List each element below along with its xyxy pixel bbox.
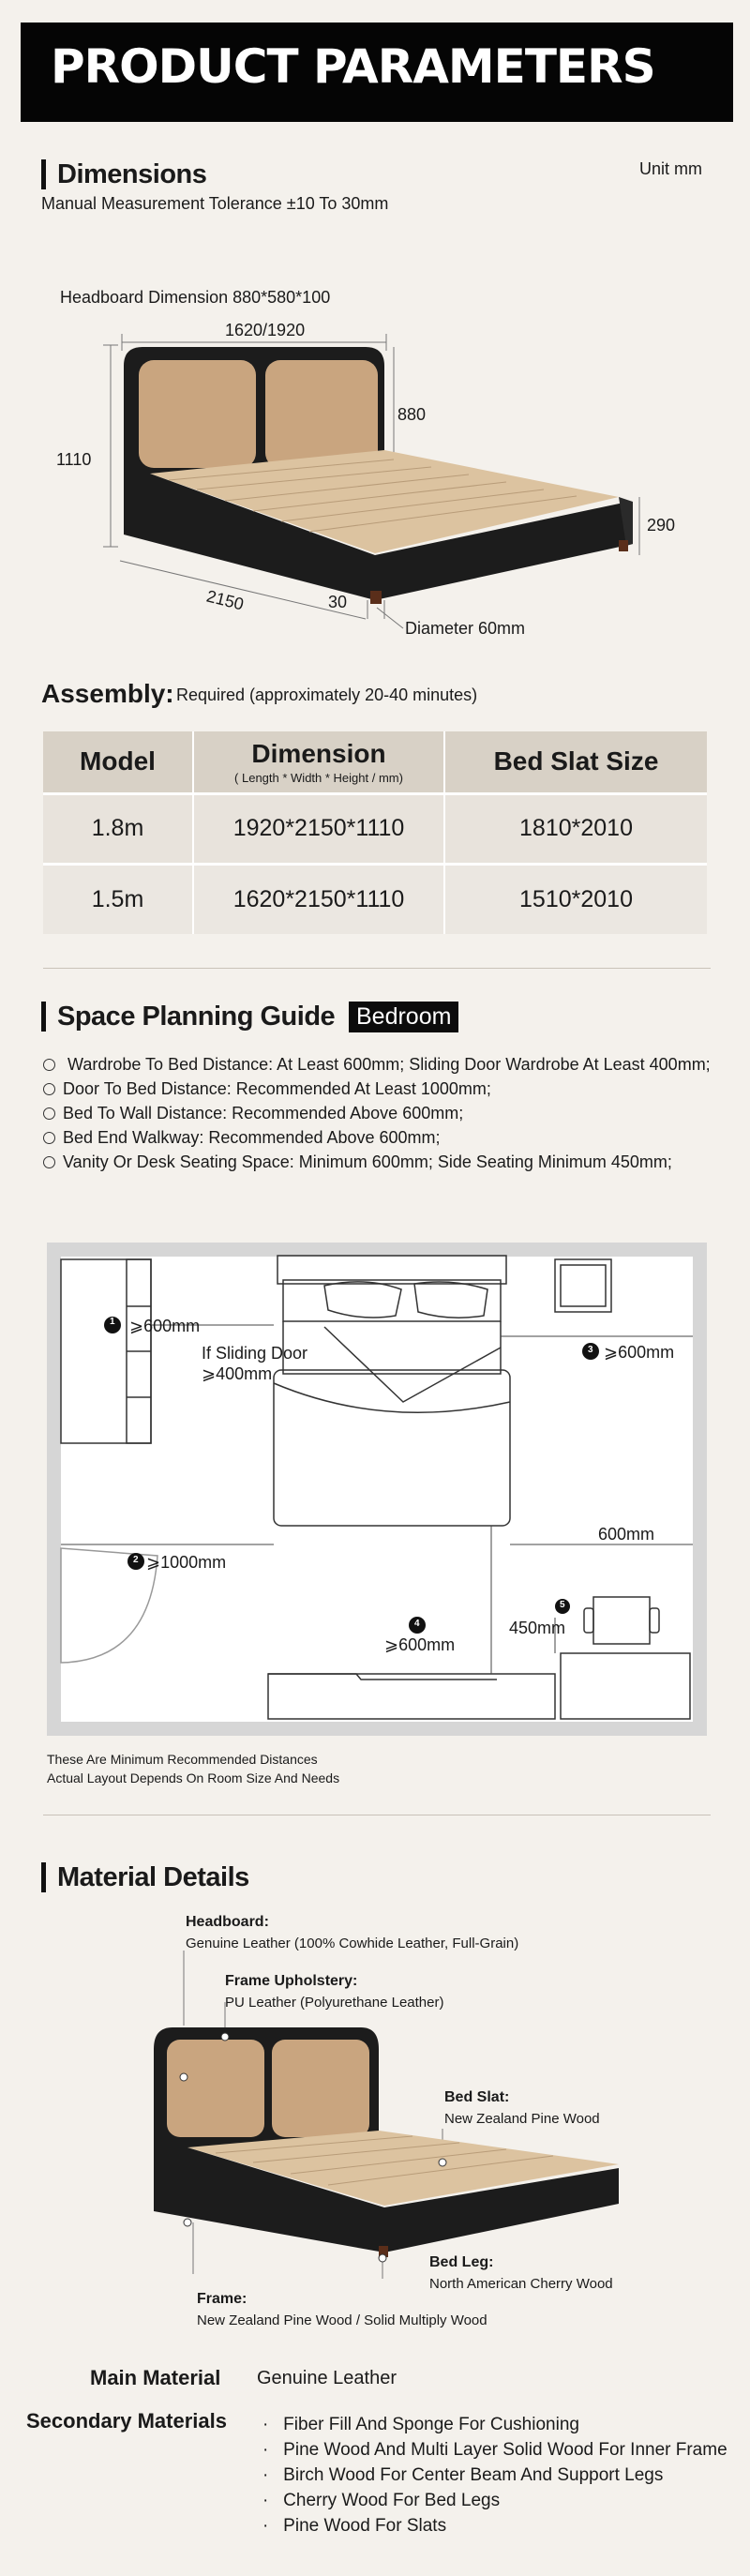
tolerance-text: Manual Measurement Tolerance ±10 To 30mm — [41, 194, 389, 213]
sliding-door-distance: ⩾400mm — [202, 1364, 273, 1383]
list-item: Bed End Walkway: Recommended Above 600mm; — [43, 1125, 718, 1150]
callout-leg-desc: North American Cherry Wood — [429, 2276, 613, 2292]
table-row — [43, 864, 707, 934]
list-item: Vanity Or Desk Seating Space: Minimum 600mm; Side Seating Minimum 450mm; — [43, 1150, 718, 1174]
marker-2-num: 2 — [133, 1555, 139, 1565]
circle-bullet-icon — [43, 1083, 55, 1095]
title-banner — [21, 23, 733, 122]
headboard-dimension: Headboard Dimension 880*580*100 — [60, 288, 331, 307]
cell-dimension: 1920*2150*1110 — [193, 793, 444, 864]
marker-3-num: 3 — [588, 1345, 593, 1355]
plan-note-2: Actual Layout Depends On Room Size And Needs — [47, 1770, 340, 1785]
callout-frame-title: Frame: — [197, 2291, 248, 2307]
main-material-label: Main Material — [90, 2366, 221, 2389]
leg-height-label: 30 — [328, 593, 348, 611]
wall-distance: ⩾600mm — [604, 1343, 675, 1362]
dimensions-heading: Dimensions — [41, 159, 206, 189]
page-title: PRODUCT PARAMETERS — [51, 39, 655, 94]
circle-bullet-icon — [43, 1059, 55, 1071]
bedroom-badge: Bedroom — [349, 1002, 458, 1032]
header-dimension-text: Dimension — [251, 738, 386, 768]
marker-4-num: 4 — [414, 1619, 420, 1629]
callout-leg-title: Bed Leg: — [429, 2254, 494, 2270]
width-label: 1620/1920 — [225, 321, 306, 339]
plan-note-1: These Are Minimum Recommended Distances — [47, 1752, 318, 1767]
side-walkway-distance: 600mm — [598, 1525, 655, 1544]
cell-slat: 1510*2010 — [444, 864, 707, 934]
unit-label: Unit mm — [639, 159, 702, 178]
circle-bullet-icon — [43, 1132, 55, 1144]
material-bed-diagram — [131, 1913, 638, 2279]
planning-list — [43, 1052, 718, 1174]
cell-slat: 1810*2010 — [444, 793, 707, 864]
callout-frame-desc: New Zealand Pine Wood / Solid Multiply Wood — [197, 2312, 488, 2328]
list-item: · Cherry Wood For Bed Legs — [262, 2491, 501, 2510]
sliding-door-label: If Sliding Door — [202, 1344, 308, 1363]
callout-frame-upholstery-title: Frame Upholstery: — [225, 1973, 358, 1989]
headboard-height-label: 880 — [398, 405, 427, 424]
callout-headboard-title: Headboard: — [186, 1914, 269, 1930]
list-item: · Pine Wood For Slats — [262, 2516, 447, 2536]
circle-bullet-icon — [43, 1107, 55, 1120]
length-label: 2150 — [204, 586, 246, 614]
end-walkway-distance: ⩾600mm — [384, 1635, 456, 1654]
circle-bullet-icon — [43, 1156, 55, 1168]
list-item: · Birch Wood For Center Beam And Support Legs — [262, 2465, 664, 2485]
assembly-text: Required (approximately 20-40 minutes) — [176, 685, 478, 704]
marker-1-num: 1 — [110, 1317, 115, 1327]
side-height-label: 290 — [647, 516, 676, 535]
list-item: Wardrobe To Bed Distance: At Least 600mm; Sliding Door Wardrobe At Least 400mm; — [43, 1052, 718, 1077]
list-item: Bed To Wall Distance: Recommended Above 600mm; — [43, 1101, 718, 1125]
door-distance: ⩾1000mm — [146, 1553, 227, 1572]
material-heading: Material Details — [41, 1862, 249, 1892]
list-item: Door To Bed Distance: Recommended At Least 1000mm; — [43, 1077, 718, 1101]
header-model: Model — [43, 731, 193, 793]
list-item: · Pine Wood And Multi Layer Solid Wood For Inner Frame — [262, 2440, 728, 2460]
callout-frame-upholstery-desc: PU Leather (Polyurethane Leather) — [225, 1995, 444, 2011]
bed-dimension-diagram — [0, 309, 750, 656]
cell-dimension: 1620*2150*1110 — [193, 864, 444, 934]
callout-slat-title: Bed Slat: — [444, 2089, 510, 2105]
header-dimension — [193, 731, 444, 793]
table-row — [43, 793, 707, 864]
callout-headboard-desc: Genuine Leather (100% Cowhide Leather, Full-Grain) — [186, 1936, 519, 1951]
marker-5-num: 5 — [560, 1600, 565, 1610]
main-material-value: Genuine Leather — [257, 2368, 398, 2388]
secondary-materials-label: Secondary Materials — [26, 2409, 227, 2433]
spec-table — [43, 731, 707, 934]
cell-model: 1.5m — [43, 864, 193, 934]
wardrobe-distance: ⩾600mm — [129, 1317, 201, 1335]
callout-slat-desc: New Zealand Pine Wood — [444, 2111, 600, 2127]
table-header-row — [43, 731, 707, 793]
list-item: · Fiber Fill And Sponge For Cushioning — [262, 2415, 579, 2434]
assembly-label: Assembly: — [41, 679, 174, 708]
section-divider — [43, 968, 711, 969]
seating-distance: 450mm — [509, 1619, 566, 1637]
header-slat: Bed Slat Size — [444, 731, 707, 793]
space-planning-heading: Space Planning Guide — [41, 1002, 335, 1032]
cell-model: 1.8m — [43, 793, 193, 864]
header-dimension-sub: ( Length * Width * Height / mm) — [234, 770, 403, 785]
secondary-materials-list — [262, 2412, 728, 2538]
leg-diameter-label: Diameter 60mm — [405, 619, 526, 638]
total-height-label: 1110 — [56, 450, 92, 469]
